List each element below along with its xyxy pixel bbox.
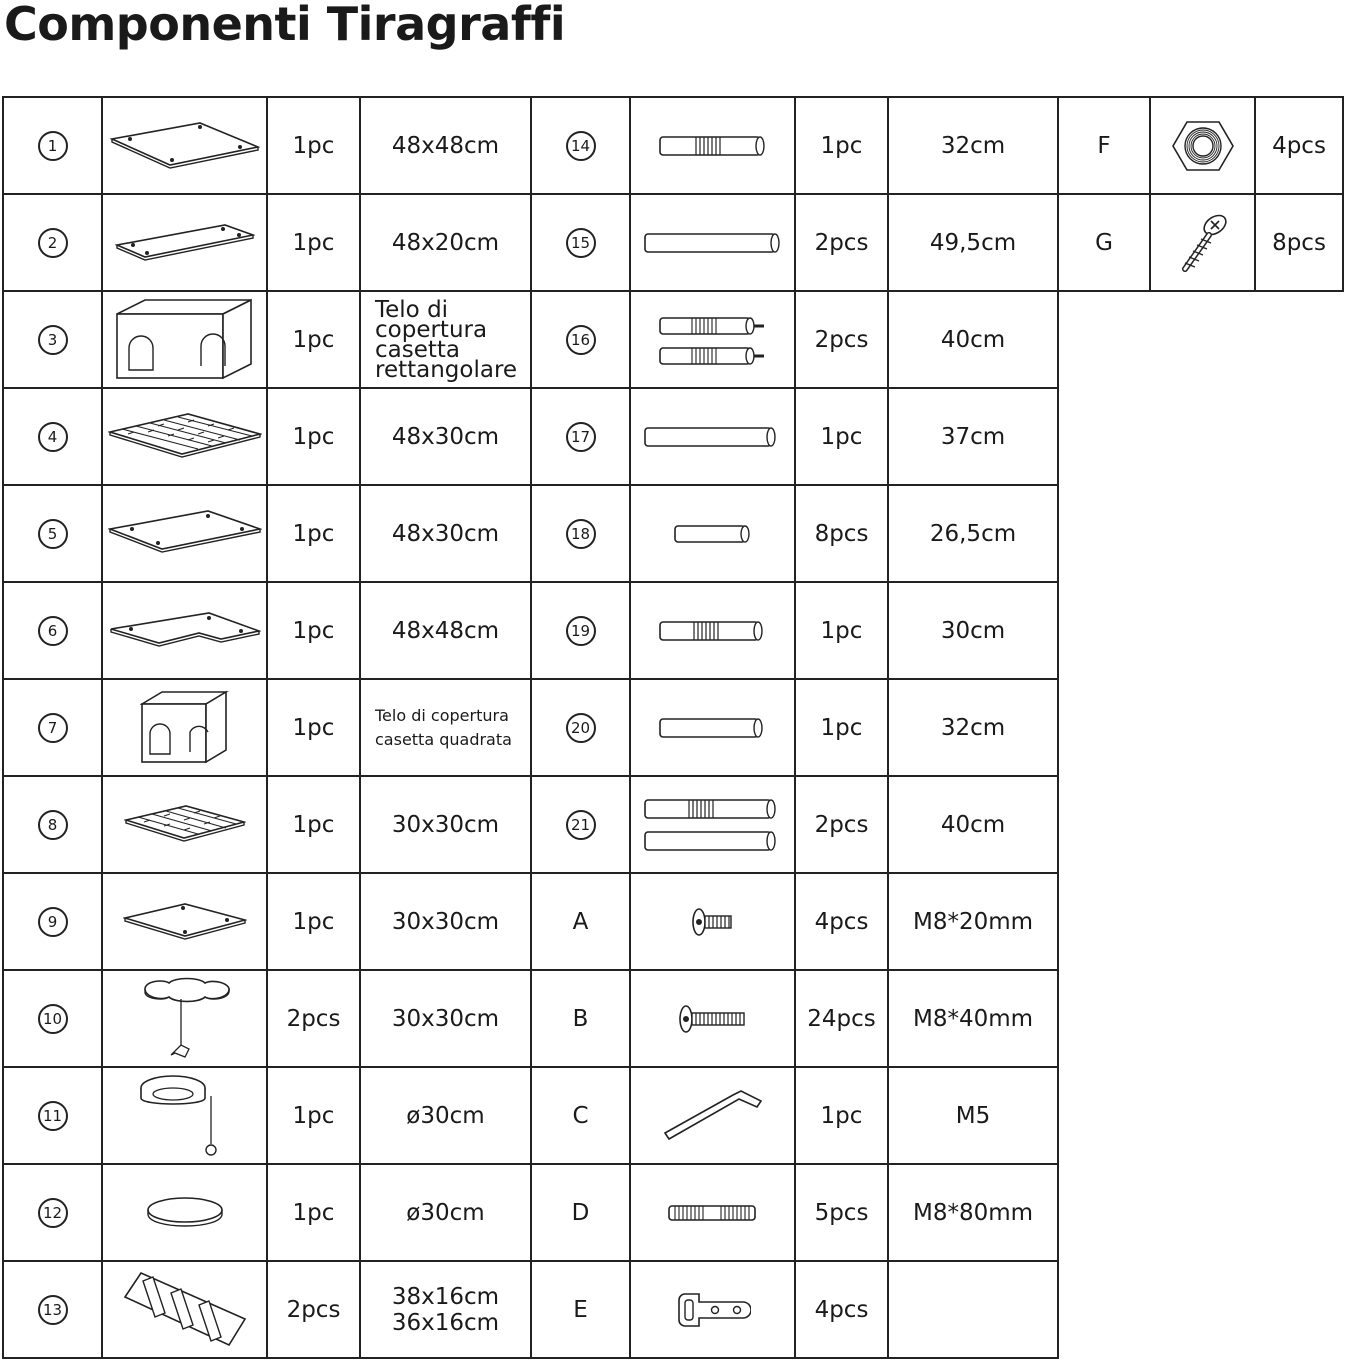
quantity: 2pcs	[795, 291, 888, 388]
part-number: 10	[38, 1004, 68, 1034]
table-row	[3, 194, 1058, 291]
components-table	[2, 96, 1059, 1359]
quantity: 1pc	[795, 1067, 888, 1164]
round-bed-toy-icon	[135, 1074, 235, 1158]
short-bolt-icon	[691, 906, 735, 938]
threaded-rod-icon	[667, 1203, 759, 1223]
table-row	[3, 679, 1058, 776]
description: Telo di copertura casetta quadrata	[360, 679, 531, 776]
part-number: 5	[38, 519, 68, 549]
table-row	[3, 582, 1058, 679]
table-row	[3, 388, 1058, 485]
dimension: ø30cm	[360, 1067, 531, 1164]
quantity: 1pc	[267, 388, 360, 485]
quantity: 1pc	[267, 776, 360, 873]
dimension: 38x16cm 36x16cm	[360, 1261, 531, 1358]
part-number: 16	[566, 325, 596, 355]
allen-key-icon	[661, 1089, 765, 1143]
quantity: 1pc	[795, 97, 888, 194]
dimension	[888, 1261, 1058, 1358]
quantity: 1pc	[267, 97, 360, 194]
quantity: 2pcs	[795, 194, 888, 291]
part-number: 13	[38, 1295, 68, 1325]
l-shaped-board-icon	[109, 611, 261, 651]
table-row	[3, 970, 1058, 1067]
dimension: M8*20mm	[888, 873, 1058, 970]
part-number: 9	[38, 907, 68, 937]
long-bolt-icon	[678, 1003, 748, 1035]
dimension: 32cm	[888, 97, 1058, 194]
quantity: 24pcs	[795, 970, 888, 1067]
short-pole-icon	[673, 522, 753, 546]
page-title: Componenti Tiragraffi	[4, 0, 566, 51]
dimension: ø30cm	[360, 1164, 531, 1261]
description: Telo di copertura casetta rettangolare	[360, 291, 531, 388]
part-letter: D	[531, 1164, 630, 1261]
table-row	[1058, 97, 1343, 194]
part-number: 4	[38, 422, 68, 452]
quantity: 2pcs	[795, 776, 888, 873]
part-letter: E	[531, 1261, 630, 1358]
dimension: M8*80mm	[888, 1164, 1058, 1261]
pole-icon	[643, 425, 783, 449]
dimension: 48x48cm	[360, 97, 531, 194]
small-board-icon	[123, 902, 247, 942]
part-number: 15	[566, 228, 596, 258]
brick-pattern-board-icon	[124, 804, 246, 846]
quantity: 5pcs	[795, 1164, 888, 1261]
dimension: 40cm	[888, 291, 1058, 388]
part-number: 7	[38, 713, 68, 743]
ramp-board-icon	[123, 1271, 247, 1349]
part-number: 3	[38, 325, 68, 355]
double-pole-screw-icon	[658, 312, 768, 368]
table-row	[3, 1067, 1058, 1164]
table-row	[3, 1164, 1058, 1261]
dimension: 48x20cm	[360, 194, 531, 291]
dimension: 32cm	[888, 679, 1058, 776]
pole-icon	[643, 231, 783, 255]
narrow-board-icon	[115, 223, 255, 263]
round-platform-icon	[145, 1195, 225, 1231]
rectangular-board-icon	[108, 509, 262, 559]
double-pole-icon	[643, 796, 783, 854]
dimension: 30x30cm	[360, 970, 531, 1067]
dimension: M5	[888, 1067, 1058, 1164]
quantity: 1pc	[267, 194, 360, 291]
quantity: 1pc	[267, 582, 360, 679]
quantity: 1pc	[795, 582, 888, 679]
dimension: 49,5cm	[888, 194, 1058, 291]
part-number: 8	[38, 810, 68, 840]
hardware-table	[1057, 96, 1344, 292]
dimension: 40cm	[888, 776, 1058, 873]
part-number: 14	[566, 131, 596, 161]
table-row	[3, 873, 1058, 970]
quantity: 1pc	[267, 679, 360, 776]
quantity: 2pcs	[267, 970, 360, 1067]
rectangular-house-icon	[115, 298, 255, 382]
quantity: 1pc	[795, 679, 888, 776]
part-letter: F	[1058, 97, 1150, 194]
ribbed-pole-icon	[658, 619, 768, 643]
quantity: 1pc	[267, 291, 360, 388]
square-board-icon	[110, 121, 260, 171]
quantity: 1pc	[267, 1067, 360, 1164]
dimension: 30cm	[888, 582, 1058, 679]
part-number: 6	[38, 616, 68, 646]
wood-screw-icon	[1175, 213, 1231, 273]
ribbed-pole-icon	[658, 134, 768, 158]
table-row	[3, 97, 1058, 194]
part-number: 18	[566, 519, 596, 549]
table-row	[3, 776, 1058, 873]
part-number: 19	[566, 616, 596, 646]
dimension: 26,5cm	[888, 485, 1058, 582]
part-number: 17	[566, 422, 596, 452]
dimension: 48x48cm	[360, 582, 531, 679]
quantity: 2pcs	[267, 1261, 360, 1358]
dimension: M8*40mm	[888, 970, 1058, 1067]
table-row	[3, 485, 1058, 582]
part-letter: G	[1058, 194, 1150, 291]
quantity: 1pc	[267, 1164, 360, 1261]
part-letter: A	[531, 873, 630, 970]
part-number: 11	[38, 1101, 68, 1131]
brick-pattern-board-icon	[108, 412, 262, 462]
pole-icon	[658, 716, 768, 740]
part-number: 12	[38, 1198, 68, 1228]
quantity: 4pcs	[795, 1261, 888, 1358]
dimension: 30x30cm	[360, 776, 531, 873]
table-row	[3, 291, 1058, 388]
quantity: 1pc	[267, 485, 360, 582]
table-row	[3, 1261, 1058, 1358]
quantity: 1pc	[267, 873, 360, 970]
part-number: 1	[38, 131, 68, 161]
dimension: 37cm	[888, 388, 1058, 485]
part-number: 2	[38, 228, 68, 258]
quantity: 8pcs	[1255, 194, 1343, 291]
part-letter: B	[531, 970, 630, 1067]
hex-nut-icon	[1171, 118, 1235, 174]
dimension: 48x30cm	[360, 388, 531, 485]
quantity: 4pcs	[1255, 97, 1343, 194]
quantity: 4pcs	[795, 873, 888, 970]
part-number: 20	[566, 713, 596, 743]
dimension: 30x30cm	[360, 873, 531, 970]
quantity: 1pc	[795, 388, 888, 485]
part-letter: C	[531, 1067, 630, 1164]
dimension: 48x30cm	[360, 485, 531, 582]
table-row	[1058, 194, 1343, 291]
square-house-icon	[140, 690, 230, 766]
quantity: 8pcs	[795, 485, 888, 582]
part-number: 21	[566, 810, 596, 840]
cloud-platform-toy-icon	[135, 977, 235, 1061]
bracket-plate-icon	[675, 1290, 751, 1330]
